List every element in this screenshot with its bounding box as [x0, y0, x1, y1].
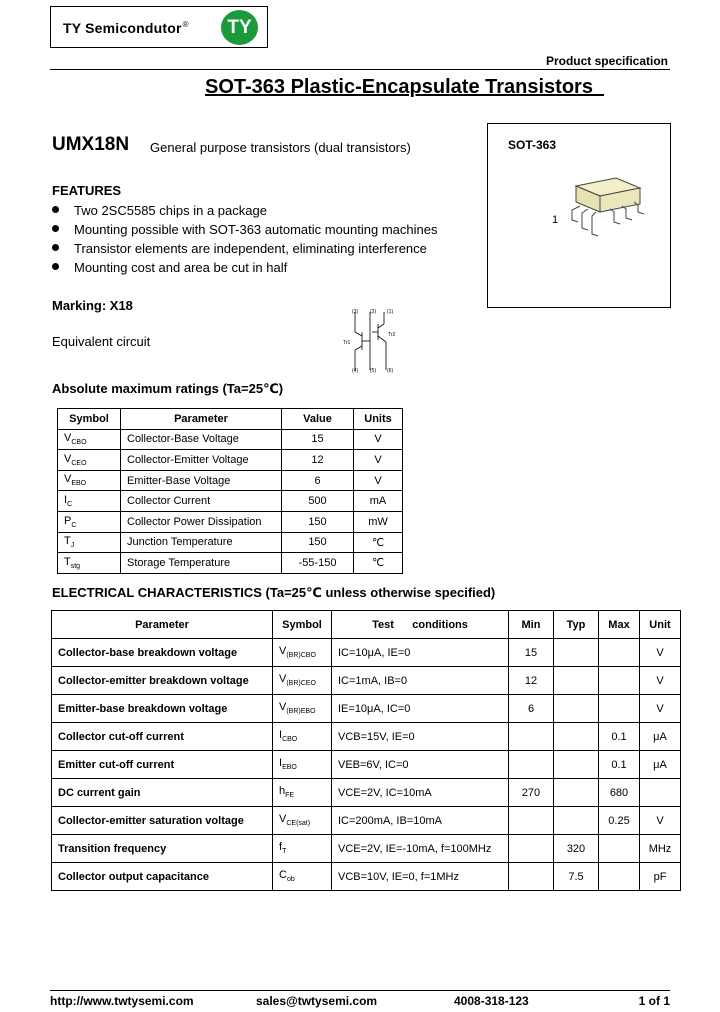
- table-header-row: [52, 611, 681, 639]
- condition-cell: VCB=10V, IE=0, f=1MHz: [332, 863, 509, 891]
- symbol-subscript: C: [67, 501, 73, 509]
- col-min: Min: [509, 611, 554, 639]
- max-cell: [599, 667, 640, 695]
- unit-cell: mW: [354, 511, 403, 532]
- footer-email-link[interactable]: sales@twtysemi.com: [256, 994, 378, 1008]
- footer-page-number: 1 of 1: [638, 994, 670, 1008]
- table-header-row: [58, 409, 403, 430]
- condition-cell: IC=1mA, IB=0: [332, 667, 509, 695]
- typ-cell: [554, 639, 599, 667]
- symbol-cell: [58, 491, 121, 512]
- col-unit: Unit: [640, 611, 681, 639]
- table-row: [58, 470, 403, 491]
- abs-max-table: [57, 408, 403, 574]
- pin1-label: 1: [552, 214, 559, 226]
- package-outline-box: [487, 123, 671, 308]
- max-cell: 0.25: [599, 807, 640, 835]
- max-cell: [599, 863, 640, 891]
- table-row: [58, 553, 403, 574]
- symbol-cell: [273, 835, 332, 863]
- max-cell: 680: [599, 779, 640, 807]
- symbol-subscript: (BR)EBO: [286, 708, 316, 716]
- feature-item: Mounting cost and area be cut in half: [52, 260, 287, 275]
- condition-cell: IE=10μA, IC=0: [332, 695, 509, 723]
- min-cell: 6: [509, 695, 554, 723]
- unit-cell: V: [640, 667, 681, 695]
- sot363-package-drawing-icon: [558, 172, 648, 244]
- symbol-text: f: [279, 841, 283, 854]
- parameter-cell: Collector output capacitance: [52, 863, 273, 891]
- symbol-cell: [58, 470, 121, 491]
- unit-cell: V: [640, 695, 681, 723]
- parameter-cell: DC current gain: [52, 779, 273, 807]
- bullet-icon: [52, 225, 59, 232]
- symbol-subscript: (BR)CBO: [286, 652, 316, 660]
- col-parameter: Parameter: [121, 409, 282, 430]
- symbol-text: C: [279, 869, 287, 882]
- table-row: [52, 779, 681, 807]
- symbol-subscript: T: [282, 848, 287, 856]
- symbol-subscript: (BR)CEO: [286, 680, 316, 688]
- value-cell: 500: [282, 491, 354, 512]
- min-cell: 15: [509, 639, 554, 667]
- symbol-subscript: CEO: [71, 460, 87, 468]
- col-value: Value: [282, 409, 354, 430]
- value-cell: 150: [282, 532, 354, 553]
- symbol-cell: [273, 667, 332, 695]
- symbol-text: V: [279, 645, 287, 658]
- min-cell: 270: [509, 779, 554, 807]
- symbol-cell: [273, 751, 332, 779]
- typ-cell: [554, 751, 599, 779]
- symbol-subscript: CE(sat): [286, 820, 311, 828]
- min-cell: 12: [509, 667, 554, 695]
- typ-cell: [554, 807, 599, 835]
- pin-2-label: (2): [370, 309, 377, 315]
- part-number: UMX18N: [52, 134, 130, 155]
- table-row: [58, 532, 403, 553]
- tr1-label: Tr1: [343, 340, 351, 346]
- symbol-text: V: [64, 473, 72, 486]
- table-row: [52, 723, 681, 751]
- feature-item: Transistor elements are independent, eliminating interference: [52, 241, 427, 256]
- table-row: [58, 511, 403, 532]
- table-row: [58, 450, 403, 471]
- value-cell: -55-150: [282, 553, 354, 574]
- table-row: [52, 639, 681, 667]
- value-cell: 15: [282, 429, 354, 450]
- condition-cell: IC=10μA, IE=0: [332, 639, 509, 667]
- parameter-cell: Collector-Base Voltage: [121, 429, 282, 450]
- footer-website-link[interactable]: http://www.twtysemi.com: [50, 994, 194, 1008]
- symbol-cell: [58, 532, 121, 553]
- parameter-cell: Collector Current: [121, 491, 282, 512]
- unit-cell: mA: [354, 491, 403, 512]
- min-cell: [509, 723, 554, 751]
- parameter-cell: Collector-emitter breakdown voltage: [52, 667, 273, 695]
- unit-cell: μA: [640, 723, 681, 751]
- max-cell: [599, 835, 640, 863]
- pin-6-label: (6): [387, 368, 394, 374]
- value-cell: 150: [282, 511, 354, 532]
- symbol-text: I: [279, 729, 283, 742]
- symbol-cell: [273, 639, 332, 667]
- unit-cell: pF: [640, 863, 681, 891]
- typ-cell: 7.5: [554, 863, 599, 891]
- table-row: [52, 695, 681, 723]
- symbol-subscript: EBO: [282, 764, 297, 772]
- parameter-cell: Collector Power Dissipation: [121, 511, 282, 532]
- footer-rule: [50, 990, 670, 991]
- registered-mark: ®: [182, 20, 189, 29]
- typ-cell: 320: [554, 835, 599, 863]
- col-typ: Typ: [554, 611, 599, 639]
- ty-logo: TY: [221, 10, 258, 45]
- symbol-cell: [273, 695, 332, 723]
- symbol-cell: [273, 863, 332, 891]
- features-heading: FEATURES: [52, 183, 122, 198]
- symbol-text: I: [279, 757, 283, 770]
- typ-cell: [554, 695, 599, 723]
- condition-cell: VCE=2V, IE=-10mA, f=100MHz: [332, 835, 509, 863]
- table-row: [58, 491, 403, 512]
- min-cell: [509, 751, 554, 779]
- equivalent-circuit-label: Equivalent circuit: [52, 334, 151, 349]
- pin-4-label: (4): [352, 368, 359, 374]
- typ-cell: [554, 667, 599, 695]
- symbol-cell: [273, 779, 332, 807]
- symbol-text: T: [64, 535, 71, 548]
- unit-cell: ℃: [354, 553, 403, 574]
- symbol-subscript: J: [70, 542, 75, 550]
- symbol-text: V: [279, 673, 287, 686]
- symbol-text: T: [64, 555, 71, 568]
- part-description: General purpose transistors (dual transistors): [150, 140, 411, 155]
- condition-cell: VCB=15V, IE=0: [332, 723, 509, 751]
- feature-item: Two 2SC5585 chips in a package: [52, 203, 267, 218]
- table-row: [52, 807, 681, 835]
- value-cell: 12: [282, 450, 354, 471]
- bullet-icon: [52, 244, 59, 251]
- unit-cell: ℃: [354, 532, 403, 553]
- max-cell: [599, 695, 640, 723]
- symbol-text: h: [279, 785, 286, 798]
- max-cell: 0.1: [599, 723, 640, 751]
- tr2-label: Tr2: [388, 332, 396, 338]
- parameter-cell: Junction Temperature: [121, 532, 282, 553]
- header-rule: [50, 69, 670, 70]
- value-cell: 6: [282, 470, 354, 491]
- symbol-cell: [58, 450, 121, 471]
- symbol-subscript: CBO: [71, 439, 87, 447]
- typ-cell: [554, 779, 599, 807]
- max-cell: 0.1: [599, 751, 640, 779]
- pin-1-label: (1): [387, 309, 394, 315]
- parameter-cell: Collector-emitter saturation voltage: [52, 807, 273, 835]
- table-row: [52, 863, 681, 891]
- abs-max-heading: Absolute maximum ratings (Ta=25℃): [52, 381, 284, 396]
- document-title: SOT-363 Plastic-Encapsulate Transistors: [205, 76, 605, 98]
- symbol-text: V: [279, 813, 287, 826]
- col-parameter: Parameter: [52, 611, 273, 639]
- equivalent-circuit-diagram: [340, 306, 402, 376]
- symbol-text: V: [279, 701, 287, 714]
- symbol-subscript: C: [71, 521, 77, 529]
- bullet-icon: [52, 206, 59, 213]
- parameter-cell: Emitter cut-off current: [52, 751, 273, 779]
- symbol-cell: [58, 429, 121, 450]
- header-brand-box: [50, 6, 268, 48]
- unit-cell: [640, 779, 681, 807]
- product-specification-label: Product specification: [545, 54, 668, 68]
- unit-cell: MHz: [640, 835, 681, 863]
- unit-cell: μA: [640, 751, 681, 779]
- col-symbol: Symbol: [273, 611, 332, 639]
- symbol-subscript: FE: [285, 792, 295, 800]
- symbol-subscript: stg: [70, 563, 81, 571]
- col-test-conditions: Test conditions: [332, 611, 509, 639]
- electrical-characteristics-table: [51, 610, 681, 891]
- symbol-cell: [58, 511, 121, 532]
- parameter-cell: Collector-Emitter Voltage: [121, 450, 282, 471]
- symbol-cell: [58, 553, 121, 574]
- package-label: SOT-363: [508, 138, 557, 152]
- parameter-cell: Emitter-Base Voltage: [121, 470, 282, 491]
- symbol-cell: [273, 723, 332, 751]
- unit-cell: V: [354, 470, 403, 491]
- symbol-cell: [273, 807, 332, 835]
- table-row: [52, 667, 681, 695]
- symbol-text: V: [64, 432, 72, 445]
- table-row: [52, 835, 681, 863]
- symbol-text: V: [64, 452, 72, 465]
- unit-cell: V: [640, 807, 681, 835]
- typ-cell: [554, 723, 599, 751]
- col-units: Units: [354, 409, 403, 430]
- condition-cell: VCE=2V, IC=10mA: [332, 779, 509, 807]
- symbol-subscript: ob: [286, 876, 295, 884]
- symbol-text: I: [64, 494, 68, 507]
- col-symbol: Symbol: [58, 409, 121, 430]
- min-cell: [509, 835, 554, 863]
- max-cell: [599, 639, 640, 667]
- min-cell: [509, 863, 554, 891]
- brand-name: TY Semicondutor®: [63, 20, 189, 36]
- feature-item: Mounting possible with SOT-363 automatic mounting machines: [52, 222, 437, 237]
- min-cell: [509, 807, 554, 835]
- elec-heading: ELECTRICAL CHARACTERISTICS (Ta=25℃ unless otherwise specified): [52, 585, 496, 600]
- table-row: [58, 429, 403, 450]
- table-row: [52, 751, 681, 779]
- parameter-cell: Transition frequency: [52, 835, 273, 863]
- parameter-cell: Collector-base breakdown voltage: [52, 639, 273, 667]
- condition-cell: IC=200mA, IB=10mA: [332, 807, 509, 835]
- parameter-cell: Collector cut-off current: [52, 723, 273, 751]
- footer-phone: 4008-318-123: [454, 994, 529, 1008]
- unit-cell: V: [354, 450, 403, 471]
- symbol-subscript: CBO: [282, 736, 298, 744]
- symbol-text: P: [64, 514, 72, 527]
- parameter-cell: Emitter-base breakdown voltage: [52, 695, 273, 723]
- unit-cell: V: [354, 429, 403, 450]
- pin-3-label: (3): [352, 309, 359, 315]
- symbol-subscript: EBO: [71, 480, 87, 488]
- pin-5-label: (5): [370, 368, 377, 374]
- condition-cell: VEB=6V, IC=0: [332, 751, 509, 779]
- parameter-cell: Storage Temperature: [121, 553, 282, 574]
- bullet-icon: [52, 263, 59, 270]
- marking-label: Marking: X18: [52, 298, 133, 313]
- unit-cell: V: [640, 639, 681, 667]
- col-max: Max: [599, 611, 640, 639]
